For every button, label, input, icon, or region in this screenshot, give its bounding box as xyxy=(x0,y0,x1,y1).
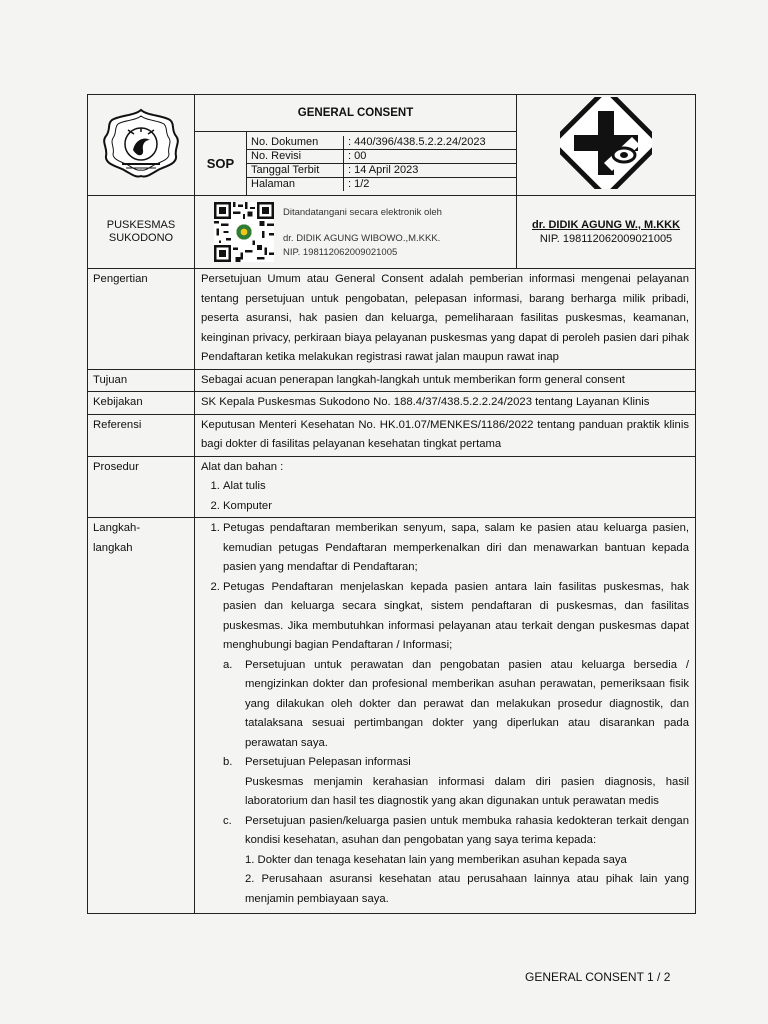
procedure-table xyxy=(87,269,696,914)
list-marker: c. xyxy=(223,814,232,827)
row-label: Prosedur xyxy=(88,456,195,518)
signature-line-1: Ditandatangani secara elektronik oleh xyxy=(283,207,442,218)
row-content xyxy=(195,518,696,914)
prosedur-intro: Alat dan bahan : xyxy=(201,460,284,473)
consent-text: Persetujuan pasien/keluarga pasien untuk membuka rahasia kedokteran terkait dengan kondisi kesehatan, asuhan dan pengobatan yang saya terima kepada: xyxy=(245,814,689,846)
sop-document xyxy=(87,94,695,914)
row-referensi xyxy=(88,414,696,456)
meta-label: No. Revisi xyxy=(247,150,344,164)
step-text: Petugas Pendaftaran menjelaskan kepada pasien antara lain fasilitas puskesmas, hak pasien dan keluarga secara singkat, sistem pendaftaran di puskesmas, dan fasilitas puskesmas. Jika membutuhkan informasi pelayanan atau terkait dengan puskesmas dapat menghubungi bagian Pendaftaran / Informasi; xyxy=(223,580,689,651)
regency-emblem-icon xyxy=(98,106,184,180)
list-marker: a. xyxy=(223,658,233,671)
row-content: Persetujuan Umum atau General Consent adalah pemberian informasi mengenai pelayanan tentang persetujuan untuk pengobatan, pelepasan informasi, barang berharga milik pribadi, peserta asuransi, hak pasien dan keluarga, pemeliharaan fasilitas puskesmas, keamanan, keinginan privacy, perkiraan biaya pelayanan puskesmas yang dapat di peroleh pasien dari pihak Pendaftaran ketika melakukan registrasi rawat jalan maupun rawat inap xyxy=(195,269,696,369)
consent-subitem: 2. Perusahaan asuransi kesehatan atau perusahaan lainnya atau pihak lain yang menjamin pembiayaan saya. xyxy=(245,873,689,905)
row-prosedur xyxy=(88,456,696,518)
row-content: Keputusan Menteri Kesehatan No. HK.01.07/MENKES/1186/2022 tentang panduan praktik klinis bagi dokter di fasilitas pelayanan kesehatan tingkat pertama xyxy=(195,414,696,456)
meta-label: Tanggal Terbit xyxy=(247,164,344,178)
list-item: 1. Alat tulis xyxy=(223,477,689,497)
doctor-name: dr. DIDIK AGUNG W., M.KKK xyxy=(531,219,681,231)
list-item xyxy=(223,519,689,578)
consent-title: Persetujuan Pelepasan informasi xyxy=(245,756,411,768)
puskesmas-logo-icon xyxy=(560,97,652,189)
meta-value: : 440/396/438.5.2.2.24/2023 xyxy=(344,136,517,150)
list-item xyxy=(223,656,689,754)
row-langkah xyxy=(88,518,696,914)
row-label-line-2: langkah xyxy=(93,541,133,554)
list-item xyxy=(223,753,689,812)
puskesmas-line-2: SUKODONO xyxy=(108,232,174,244)
row-label: Referensi xyxy=(88,414,195,456)
electronic-signature xyxy=(195,196,517,269)
sop-label: SOP xyxy=(195,132,247,196)
list-item: 2. Komputer xyxy=(223,497,689,517)
row-kebijakan xyxy=(88,392,696,415)
consent-text: Puskesmas menjamin kerahasian informasi dalam diri pasien diagnosis, hasil laboratorium dan hasil tes diagnostik yang akan digunakan untuk perawatan medis xyxy=(245,775,689,807)
row-label: Pengertian xyxy=(88,269,195,369)
meta-label: No. Dokumen xyxy=(247,136,344,150)
puskesmas-name xyxy=(88,196,195,269)
steps-list xyxy=(201,519,689,656)
doctor-nip: NIP. 198112062009021005 xyxy=(539,233,673,245)
meta-value: : 00 xyxy=(344,150,517,164)
row-label: Kebijakan xyxy=(88,392,195,415)
document-title: GENERAL CONSENT xyxy=(195,95,517,132)
tools-list xyxy=(201,477,689,516)
qr-code-icon xyxy=(213,202,275,262)
header-table xyxy=(87,94,696,269)
meta-value: : 1/2 xyxy=(344,178,517,192)
signature-line-2: dr. DIDIK AGUNG WIBOWO.,M.KKK. xyxy=(283,233,441,244)
signature-text xyxy=(283,204,442,260)
list-marker: b. xyxy=(223,756,233,768)
consent-subitem: 1. Dokter dan tenaga kesehatan lain yang memberikan asuhan kepada saya xyxy=(245,853,627,866)
row-label-line-1: Langkah- xyxy=(93,522,141,534)
list-item xyxy=(223,812,689,910)
row-content: Sebagai acuan penerapan langkah-langkah untuk memberikan form general consent xyxy=(195,369,696,392)
document-meta xyxy=(247,136,516,191)
row-label: Tujuan xyxy=(88,369,195,392)
row-pengertian xyxy=(88,269,696,369)
page-footer: GENERAL CONSENT 1 / 2 xyxy=(525,970,671,984)
row-label xyxy=(88,518,195,914)
puskesmas-line-1: PUSKESMAS xyxy=(106,219,176,231)
doctor-signatory xyxy=(517,196,696,269)
row-content xyxy=(195,456,696,518)
row-content: SK Kepala Puskesmas Sukodono No. 188.4/37/438.5.2.2.24/2023 tentang Layanan Klinis xyxy=(195,392,696,415)
regency-logo-cell xyxy=(88,95,195,196)
document-meta-cell xyxy=(247,132,517,196)
puskesmas-logo-cell xyxy=(517,95,696,196)
signature-line-3: NIP. 198112062009021005 xyxy=(283,247,398,258)
consent-text: Persetujuan untuk perawatan dan pengobatan pasien atau keluarga bersedia / mengizinkan dokter dan profesional memberikan asuhan perawatan, pemeriksaan fisik yang dilakukan oleh dokter dan perawat dan melakukan prosedur diagnostik, dan tatalaksana sesuai pertimbangan dokter yang diperlukan atau disarankan pada perawatan saya. xyxy=(245,658,689,749)
meta-label: Halaman xyxy=(247,178,344,192)
row-tujuan xyxy=(88,369,696,392)
list-item xyxy=(223,578,689,656)
step-text: Petugas pendaftaran memberikan senyum, sapa, salam ke pasien atau keluarga pasien, kemudian petugas Pendaftaran memperkenalkan diri dan menawarkan bantuan kepada pasien yang mendaftar di Pendaftaran; xyxy=(223,522,689,573)
meta-value: : 14 April 2023 xyxy=(344,164,517,178)
consent-types-list xyxy=(201,656,689,910)
